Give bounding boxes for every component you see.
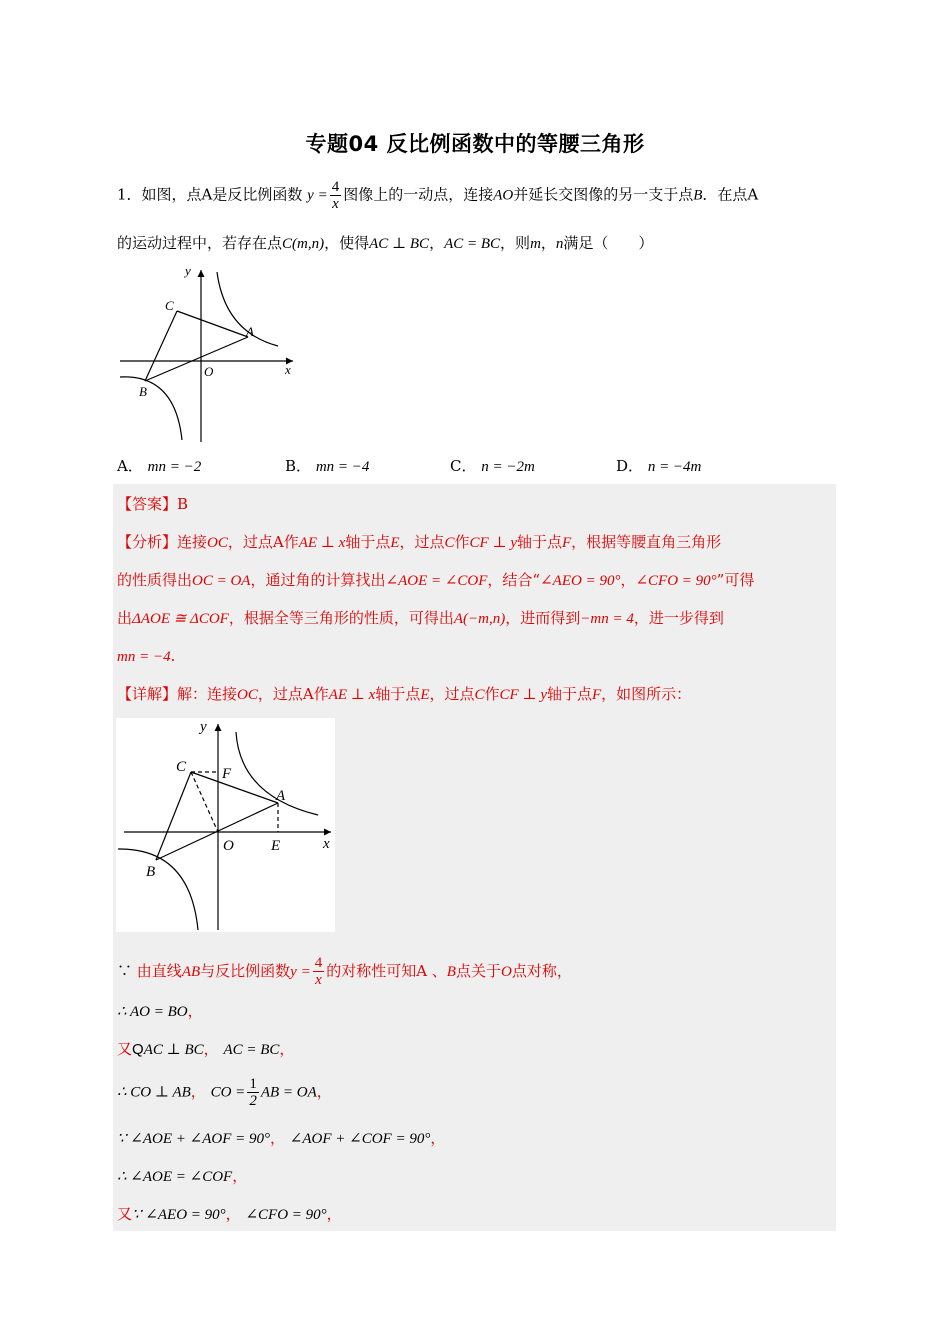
question-line-2: 的运动过程中，若存在点C(m,n)，使得AC ⊥ BC，AC = BC，则m，n满足（ ） — [117, 234, 654, 252]
question-line-1: 1．如图，点A是反比例函数 y = $\frac{4}{x}$ 图像上的一动点，连接AO并延长交图像的另一支于点B．在点A — [117, 179, 759, 212]
hyperbola-branch-3 — [120, 377, 182, 440]
analysis-line-4: mn = −4. — [117, 647, 176, 665]
analysis-line-1: 【分析】连接OC，过点A作AE ⊥ x轴于点E，过点C作CF ⊥ y轴于点F，根据等腰直角三角形 — [117, 533, 722, 551]
label-x: x — [285, 362, 291, 377]
step-4: ∴ CO ⊥ AB， CO = $\frac{1}{2}$ AB = OA， — [117, 1076, 332, 1109]
fraction-one-half: $\frac{1}{2}$ — [249, 1076, 257, 1109]
label-E: E — [271, 838, 281, 854]
option-b[interactable]: B． mn = −4 — [285, 457, 370, 475]
answer-line — [117, 493, 188, 515]
label-A: A — [276, 788, 286, 804]
label-A: A — [246, 324, 254, 339]
option-d[interactable]: D． n = −4m — [616, 457, 702, 475]
analysis-line-3: 出ΔAOE ≅ ΔCOF，根据全等三角形的性质，可得出A(−m,n)，进而得到−mn = 4，进一步得到 — [117, 609, 724, 627]
fraction-4-over-x: $\frac{4}{x}$ — [314, 955, 323, 988]
answer-tag: 【答案】 — [117, 495, 178, 513]
label-C: C — [176, 759, 187, 775]
option-a[interactable]: A． mn = −2 — [117, 457, 202, 475]
label-y: y — [200, 719, 207, 735]
question-figure — [115, 262, 300, 444]
label-C: C — [165, 298, 174, 313]
step-6: ∴ ∠AOE = ∠COF， — [117, 1167, 248, 1185]
question-number: 1． — [117, 185, 142, 204]
label-B: B — [146, 864, 156, 880]
label-B: B — [139, 384, 147, 399]
label-O: O — [204, 364, 214, 379]
step-1: ∵ 由直线AB与反比例函数y = $\frac{4}{x}$ 的对称性可知A 、B点关于O点对称， — [117, 955, 572, 988]
label-x: x — [323, 836, 330, 852]
step-7: 又∵ ∠AEO = 90°， ∠CFO = 90°， — [117, 1205, 342, 1223]
page-title: 专题04 反比例函数中的等腰三角形 — [305, 132, 645, 156]
detail-figure — [116, 718, 335, 932]
step-5: ∵ ∠AOE + ∠AOF = 90°， ∠AOF + ∠COF = 90°， — [117, 1129, 446, 1147]
segment-CB — [145, 311, 177, 381]
analysis-line-2: 的性质得出OC = OA，通过角的计算找出∠AOE = ∠COF，结合“∠AEO = 90°，∠CFO = 90°”可得 — [117, 571, 755, 589]
fraction-4-over-x: $\frac{4}{x}$ — [331, 179, 340, 212]
label-O: O — [223, 838, 234, 854]
step-2: ∴ AO = BO， — [117, 1002, 203, 1020]
label-y: y — [185, 263, 191, 278]
segment-CA — [177, 311, 248, 337]
segment-AB — [145, 337, 248, 381]
option-c[interactable]: C． n = −2m — [450, 457, 535, 475]
answer-value: B — [177, 495, 189, 513]
detail-line-1: 【详解】解：连接OC，过点A作AE ⊥ x轴于点E，过点C作CF ⊥ y轴于点F，如图所示： — [117, 685, 692, 703]
label-F: F — [222, 766, 232, 782]
step-3: 又QAC ⊥ BC， AC = BC， — [117, 1040, 295, 1058]
